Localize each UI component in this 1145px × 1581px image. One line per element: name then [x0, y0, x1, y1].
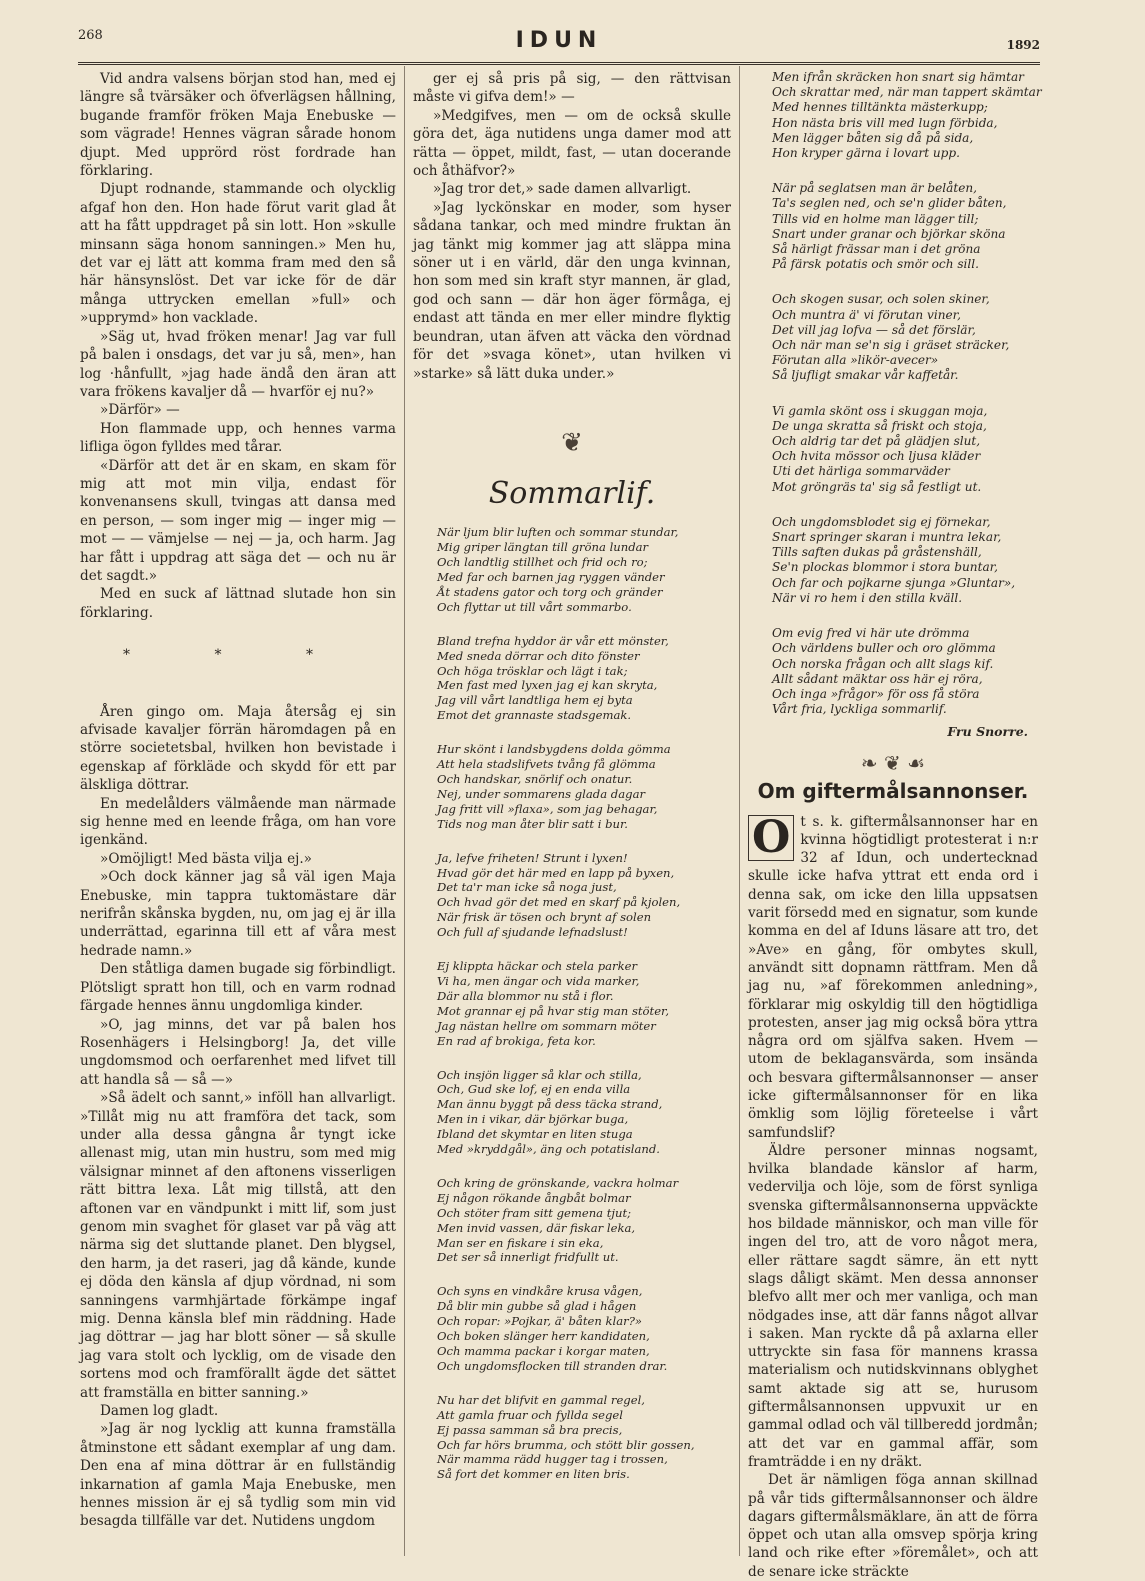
column-divider: [739, 66, 740, 1556]
verse-line: Och skrattar med, när man tappert skämtar: [772, 85, 1042, 100]
verse-line: Man ser en fiskare i sin eka,: [437, 1235, 604, 1250]
stanza: [437, 851, 731, 940]
verse-line: Det vill jag lofva — så det förslär,: [772, 322, 976, 337]
verse-line: Mot grannar ej på hvar stig man stöter,: [437, 1003, 670, 1018]
verse-line: Så ljufligt smakar vår kaffetår.: [772, 368, 959, 383]
verse-line: Snart springer skaran i muntra lekar,: [772, 530, 1002, 545]
verse-line: Men lägger båten sig då på sida,: [772, 130, 974, 145]
stanza: [772, 292, 1038, 383]
verse-line: Och ropar: »Pojkar, ä' båten klar?»: [437, 1314, 643, 1329]
verse-line: Det ser så innerligt fridfullt ut.: [437, 1250, 619, 1265]
verse-line: Vi gamla skönt oss i skuggan moja,: [772, 403, 988, 418]
verse-line: Och handskar, snörlif och onatur.: [437, 772, 633, 786]
verse-line: Hon kryper gärna i lovart upp.: [772, 146, 961, 161]
stanza: [437, 525, 731, 614]
verse-line: Jag vill vårt landtliga hem ej byta: [437, 693, 633, 708]
stanza: [772, 181, 1038, 272]
verse-line: Och far och pojkarne sjunga »Gluntar»,: [772, 575, 1016, 590]
stanza: [437, 959, 731, 1048]
paragraph: »O, jag minns, det var på balen hos Rosenhägers i Helsingborg! Ja, det ville ungdomsmod och oerfarenhet med lifvet till att handla så — så —»: [80, 1016, 396, 1088]
paragraph: En medelålders välmående man närmade sig henne med en leende fråga, om han vore igenkänd.: [80, 795, 396, 849]
verse-line: Att hela stadslifvets tvång få glömma: [437, 757, 656, 772]
verse-line: Mot gröngräs ta' sig så festligt ut.: [772, 479, 982, 494]
verse-line: Men in i vikar, där björkar buga,: [437, 1112, 629, 1127]
verse-line: Förutan alla »likör-avecer»: [772, 353, 939, 368]
paragraph-text: t s. k. giftermålsannonser har en kvinna högtidligt protesterat i n:r 32 af Idun, och undertecknad skulle icke hafva yttrat ett enda ord i denna sak, om icke den lilla uppsatsen varit försedd med en signatur, som kunde komma en del af Iduns läsare att tro, det »Ave» en gång, för ombytes skull, användt sitt dopnamn rättfram. Men då jag nu, »af förekommen anledning», förklarar mig oskyldig till den högtidliga protesten, anser jag mig också böra yttra några ord om själfva saken. Hvem — utom de beklagansvärda, som insända och besvara giftermålsannonser — anser icke giftermålsannonser för en lika ömklig som löjlig företeelse i vårt samfundslif?: [748, 813, 1038, 1141]
verse-line: Hon nästa bris vill med lugn förbida,: [772, 115, 998, 130]
ornament: ❧ ❦ ☙: [860, 750, 926, 775]
verse-line: Men fast med lyxen jag ej kan skryta,: [437, 678, 658, 693]
stanza: [437, 634, 731, 723]
paragraph: Hon flammade upp, och hennes varma lifliga ögon fylldes med tårar.: [80, 420, 396, 456]
paragraph: »Medgifves, men — om de också skulle göra det, äga nutidens unga damer mod att rätta — öppet, mildt, fast, — utan docerande och åthäfvor?»: [413, 107, 731, 180]
paragraph: »Omöjligt! Med bästa vilja ej.»: [100, 850, 312, 867]
verse-line: Och ungdomsblodet sig ej förnekar,: [772, 514, 991, 529]
verse-line: Se'n plockas blommor i stora buntar,: [772, 560, 998, 575]
verse-line: Vi ha, men ängar och vida marker,: [437, 973, 640, 988]
paragraph: »Så ädelt och sannt,» inföll han allvarligt. »Tillåt mig nu att framföra det tack, som under alla dessa gångna år tyngt icke allenast mig, utan min hustru, som med mig välsignar minnet af den aftonens visserligen rätt bittra lexa. Låt mig tillstå, att den aftonen var en vändpunkt i mitt lif, som just genom min svaghet för glaset var på väg att närma sig det sluttande planet. Den blygsel, den harm, ja det raseri, jag då kände, kunde ej döda den känsla af djup vördnad, ni som sanningens varmhjärtade förkämpe ingaf mig. Denna känsla blef min räddning. Hade jag döttrar — jag har blott söner — så skulle jag vara stolt och lycklig, om de visade den sortens mod och framförallt ägde det sättet att framställa en bitter sanning.»: [80, 1090, 396, 1401]
verse-line: Och skogen susar, och solen skiner,: [772, 292, 990, 307]
ornament: ❦: [561, 427, 583, 458]
verse-line: Ibland det skymtar en liten stuga: [437, 1127, 633, 1142]
verse-line: Nej, under sommarens glada dagar: [437, 786, 646, 801]
verse-line: Där alla blommor nu stå i flor.: [437, 988, 614, 1003]
verse-line: Snart under granar och björkar sköna: [772, 226, 1006, 241]
verse-line: Man ännu byggt på dess täcka strand,: [437, 1097, 663, 1112]
verse-line: När mamma rädd hugger tag i trossen,: [437, 1452, 668, 1467]
page-header: [78, 28, 1040, 64]
verse-line: När ljum blir luften och sommar stundar,: [437, 525, 679, 540]
paragraph: »Jag lyckönskar en moder, som hyser sådana tankar, och med mindre fruktan än jag tänkt mig kommer jag att släppa mina söner ut i en värld, där den unga kvinnan, hon som med sin kraft styr mannen, är glad, god och sann — där hon äger förmåga, ej endast att tända en mer eller mindre flyktig beundran, utan äfven att väcka den vördnad för det »svaga könet», utan hvilken vi »starke» så lätt duka under.»: [413, 199, 731, 382]
verse-line: Med far och barnen jag ryggen vänder: [437, 570, 665, 585]
paragraph: Djupt rodnande, stammande och olycklig afgaf hon den. Hon hade förut varit glad åt att ha fått uppdraget på sin lott. Hon »skulle minsann säga honom sanningen.» Men hu, det var ej lätt att komma fram med den så här hänsynslöst. Det var icke för de där många uttrycken emellan »full» och »upprymd» hon vacklade.: [80, 181, 396, 327]
verse-line: Och stöter fram sitt gemena tjut;: [437, 1205, 632, 1220]
verse-line: Och hvita mössor och ljusa kläder: [772, 449, 981, 464]
paragraph: »Jag tror det,» sade damen allvarligt.: [433, 181, 692, 198]
verse-line: Och full af sjudande lefnadslust!: [437, 925, 628, 940]
verse-line: Hur skönt i landsbygdens dolda gömma: [437, 742, 671, 757]
paragraph: Åren gingo om. Maja återsåg ej sin afvisade kavaljer förrän häromdagen på en större societetsbal, hvilken hon bevistade i egenskap af förkläde och skydd för ett par älskliga döttrar.: [80, 703, 396, 794]
verse-line: Det ta'r man icke så noga just,: [437, 880, 617, 895]
paragraph: ger ej så pris på sig, — den rättvisan måste vi gifva dem!» —: [413, 71, 731, 106]
verse-line: Bland trefna hyddor är vår ett mönster,: [437, 633, 669, 648]
verse-line: Ej klippta häckar och stela parker: [437, 959, 638, 974]
masthead: IDUN: [515, 28, 603, 53]
verse-line: Med sneda dörrar och dito fönster: [437, 648, 640, 663]
verse-line: Om evig fred vi här ute drömma: [772, 626, 970, 641]
paragraph: Med en suck af lättnad slutade hon sin förklaring.: [80, 586, 396, 621]
verse-line: Och norska frågan och allt slags kif.: [772, 656, 994, 671]
verse-line: Och kring de grönskande, vackra holmar: [437, 1175, 679, 1190]
verse-line: Och muntra ä' vi förutan viner,: [772, 307, 961, 322]
verse-line: Men ifrån skräcken hon snart sig hämtar: [772, 70, 1024, 84]
verse-line: Hvad gör det här med en lapp på byxen,: [437, 865, 675, 880]
paragraph: »Därför» —: [100, 402, 180, 419]
verse-line: När på seglatsen man är belåten,: [772, 181, 978, 196]
verse-line: Och när man se'n sig i gräset sträcker,: [772, 338, 1010, 353]
verse-line: Och far hörs brumma, och stött blir gossen,: [437, 1437, 695, 1452]
stanza: [437, 1284, 731, 1373]
verse-line: Ta's seglen ned, och se'n glider båten,: [772, 196, 1007, 211]
verse-line: Så härligt frässar man i det gröna: [772, 242, 981, 257]
verse-line: Mig griper längtan till gröna lundar: [437, 540, 649, 555]
signature: Fru Snorre.: [947, 724, 1028, 740]
verse-line: Och landtlig stillhet och frid och ro;: [437, 555, 648, 570]
drop-cap: O: [748, 815, 794, 861]
verse-line: Emot det grannaste stadsgemak.: [437, 708, 632, 723]
paragraph: Det är nämligen föga annan skillnad på vår tids giftermålsannonser och äldre dagars giftermålsmäklare, än att de förra öppet och utan alla omsvep spörja kring land och rike efter »föremålet», och att de senare icke sträckte: [748, 1472, 1038, 1580]
paragraph: »Och dock känner jag så väl igen Maja Enebuske, min tappra tuktomästare där nerifrån skånska bygden, nu, om jag ej är illa underrättad, egarinna till ett af våra mest hedrade namn.»: [80, 869, 396, 959]
verse-line: Nu har det blifvit en gammal regel,: [437, 1392, 645, 1407]
stanza: [437, 1068, 731, 1157]
section-break: * * *: [123, 647, 353, 664]
verse-line: Att gamla fruar och fyllda segel: [437, 1407, 623, 1422]
paragraph: Vid andra valsens början stod han, med ej längre så tvärsäker och öfverlägsen hållning, bugande framför fröken Maja Enebuske — som vägrade! Hennes vägran sårade honom djupt. Med upprörd röst fordrade han förklaring.: [80, 71, 396, 180]
verse-line: Och höga trösklar och lägt i tak;: [437, 663, 628, 678]
verse-line: Och inga »frågor» för oss få störa: [772, 686, 980, 701]
verse-line: Jag nästan hellre om sommarn möter: [437, 1018, 656, 1033]
verse-line: Vårt fria, lyckliga sommarlif.: [772, 702, 947, 717]
poem-title: Sommarlif.: [488, 475, 656, 511]
paragraph: Den ståtliga damen bugade sig förbindligt. Plötsligt spratt hon till, och en varm rodnad färgade hennes ännu ungdomliga kinder.: [80, 961, 396, 1015]
paragraph: »Jag är nog lycklig att kunna framställa åtminstone ett sådant exemplar af ung dam. Den ena af mina döttrar är en fullständig inkarnation af gamla Maja Enebuske, men hennes mission är ej så tydlig som min vid besagda tillfälle var det. Nutidens ungdom: [80, 1421, 396, 1530]
stanza: [772, 70, 1042, 161]
stanza: [437, 742, 731, 831]
verse-line: Ej passa samman så bra precis,: [437, 1422, 623, 1437]
verse-line: Och syns en vindkåre krusa vågen,: [437, 1284, 643, 1299]
page-number: 268: [78, 28, 103, 43]
verse-line: Med »kryddgål», äng och potatisland.: [437, 1142, 660, 1157]
verse-line: Allt sådant mäktar oss här ej röra,: [772, 671, 983, 686]
verse-line: Ej någon rökande ångbåt bolmar: [437, 1190, 631, 1205]
verse-line: Och ungdomsflocken till stranden drar.: [437, 1358, 668, 1373]
verse-line: Jag fritt vill »flaxa», som jag behagar,: [437, 801, 658, 816]
verse-line: Och boken slänger herr kandidaten,: [437, 1329, 650, 1344]
verse-line: Tills vid en holme man lägger till;: [772, 211, 979, 226]
verse-line: Och världens buller och oro glömma: [772, 641, 996, 656]
verse-line: Men invid vassen, där fiskar leka,: [437, 1220, 636, 1235]
paragraph: »Säg ut, hvad fröken menar! Jag var full på balen i onsdags, det var ju så, men», han log ·hånfullt, »jag hade ändå den äran att vara frökens kavaljer då — hvarför ej nu?»: [80, 328, 396, 400]
verse-line: Med hennes tilltänkta mästerkupp;: [772, 100, 988, 115]
paragraph: Äldre personer minnas nogsamt, hvilka blandade känslor af harm, vedervilja och löje, som de först synliga svenska giftermålsannonserna uppväckte hos bildade människor, och man ville för ingen del tro, att de voro något mera, eller rättare sagdt sämre, än ett nytt slags dåligt skämt. Men dessa annonser blefvo allt mer och mer vanliga, och man nödgades inse, att där fanns något allvar i saken. Man ryckte då på axlarna eller uttryckte sin fasa för mannens krassa materialism och nutidskvinnans oblyghet samt aktade sig att se, hurusom giftermålsannonsen uppvuxit ur en gammal odlad och väl tillberedd jordmån; att det var en gammal affär, som framträdde i en ny dräkt.: [748, 1142, 1038, 1470]
paragraph: [748, 813, 1038, 1142]
verse-line: När frisk är tösen och brynt af solen: [437, 910, 652, 925]
stanza: [437, 1393, 731, 1482]
column-divider: [404, 66, 405, 1556]
verse-line: Och mamma packar i korgar maten,: [437, 1344, 650, 1358]
column-2: [413, 70, 731, 1501]
verse-line: När vi ro hem i den stilla kväll.: [772, 590, 963, 605]
verse-line: Åt stadens gator och torg och gränder: [437, 584, 663, 599]
stanza: [772, 404, 1038, 495]
column-3: [748, 70, 1042, 1581]
year: 1892: [1006, 38, 1040, 52]
article-title: Om giftermålsannonser.: [757, 779, 1029, 804]
verse-line: Och aldrig tar det på glädjen slut,: [772, 434, 981, 449]
verse-line: Då blir min gubbe så glad i hågen: [437, 1299, 637, 1314]
column-1: [80, 70, 396, 1531]
verse-line: Tids nog man åter blir satt i bur.: [437, 816, 628, 831]
stanza: [772, 515, 1038, 606]
verse-line: De unga skratta så friskt och stoja,: [772, 418, 987, 433]
verse-line: Och hvad gör det med en skarf på kjolen,: [437, 895, 681, 910]
verse-line: Och insjön ligger så klar och stilla,: [437, 1067, 642, 1082]
stanza: [437, 1176, 731, 1265]
paragraph: Damen log gladt.: [100, 1403, 219, 1420]
verse-line: På färsk potatis och smör och sill.: [772, 257, 979, 272]
verse-line: Och flyttar ut till vårt sommarbo.: [437, 599, 632, 614]
paragraph: «Därför att det är en skam, en skam för mig att mot min vilja, endast för konvenansens skull, tvingas att dansa med en person, — som inger mig — inger mig — mot — — vämjelse — nej — ja, och harm. Jag har fått i uppdrag att säga det — och nu är det sagdt.»: [80, 457, 396, 584]
verse-line: Så fort det kommer en liten bris.: [437, 1467, 630, 1482]
verse-line: Tills saften dukas på gråstenshäll,: [772, 545, 982, 560]
verse-line: Och, Gud ske lof, ej en enda villa: [437, 1082, 631, 1097]
header-rule: [78, 62, 1040, 65]
verse-line: Uti det härliga sommarväder: [772, 464, 950, 479]
verse-line: En rad af brokiga, feta kor.: [437, 1033, 596, 1048]
verse-line: Ja, lefve friheten! Strunt i lyxen!: [437, 850, 628, 865]
stanza: [772, 626, 1038, 717]
